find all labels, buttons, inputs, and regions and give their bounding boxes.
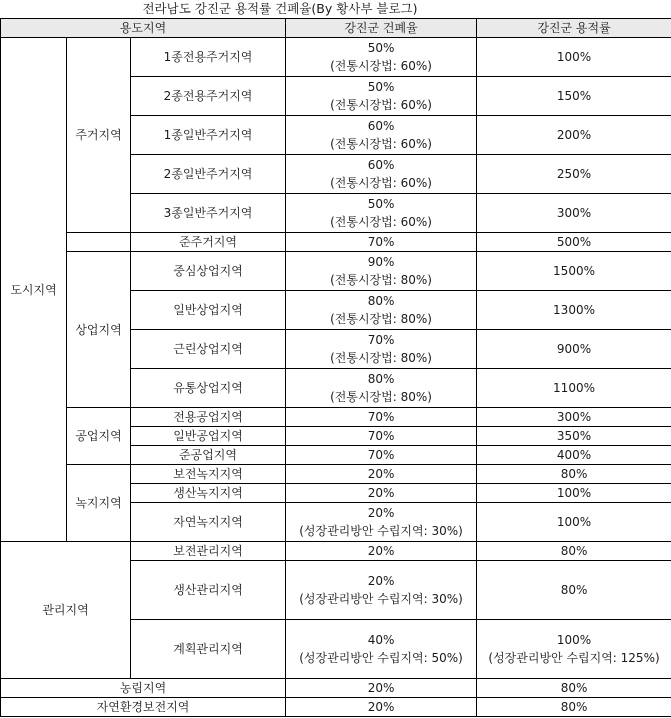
table-row [1, 679, 671, 698]
zone-name: 생산녹지지역 [131, 484, 286, 503]
zone-name: 생산관리지역 [131, 561, 286, 620]
far-cell: 80% [477, 679, 671, 698]
green-label: 녹지지역 [67, 465, 131, 542]
coverage-cell: 50% (전통시장법: 60%) [286, 194, 477, 233]
coverage-cell: 60% (전통시장법: 60%) [286, 116, 477, 155]
coverage-cell: 20% [286, 698, 477, 717]
zone-name: 근린상업지역 [131, 330, 286, 369]
far-cell: 400% [477, 446, 671, 465]
page-title: 전라남도 강진군 용적률 건폐율(By 황사부 블로그) [142, 1, 418, 16]
header-zone: 용도지역 [1, 19, 286, 38]
table-row [1, 542, 671, 561]
table-row [1, 233, 671, 252]
table-row [1, 698, 671, 717]
coverage-cell: 20% [286, 679, 477, 698]
zone-name: 2종전용주거지역 [131, 77, 286, 116]
far-cell: 80% [477, 465, 671, 484]
coverage-cell: 70% [286, 233, 477, 252]
zone-name: 중심상업지역 [131, 252, 286, 291]
table-header-row [1, 19, 671, 38]
zone-name: 유통상업지역 [131, 369, 286, 408]
zone-name: 일반공업지역 [131, 427, 286, 446]
coverage-cell: 60% (전통시장법: 60%) [286, 155, 477, 194]
header-far: 강진군 용적률 [477, 19, 671, 38]
zone-name: 농림지역 [1, 679, 286, 698]
commercial-label: 상업지역 [67, 252, 131, 408]
zone-name: 준주거지역 [131, 233, 286, 252]
zone-name: 3종일반주거지역 [131, 194, 286, 233]
zone-name: 1종일반주거지역 [131, 116, 286, 155]
coverage-cell: 20% [286, 484, 477, 503]
urban-area-label: 도시지역 [1, 38, 67, 542]
coverage-cell: 80% (전통시장법: 80%) [286, 369, 477, 408]
zone-name: 일반상업지역 [131, 291, 286, 330]
far-cell: 350% [477, 427, 671, 446]
coverage-cell: 70% [286, 446, 477, 465]
far-cell: 100% (성장관리방안 수립지역: 125%) [477, 620, 671, 679]
far-cell: 100% [477, 503, 671, 542]
header-coverage: 강진군 건폐율 [286, 19, 477, 38]
table-row [1, 252, 671, 291]
zone-name: 계획관리지역 [131, 620, 286, 679]
coverage-cell: 40% (성장관리방안 수립지역: 50%) [286, 620, 477, 679]
far-cell: 150% [477, 77, 671, 116]
coverage-cell: 20% (성장관리방안 수립지역: 30%) [286, 503, 477, 542]
coverage-cell: 20% (성장관리방안 수립지역: 30%) [286, 561, 477, 620]
zone-name: 2종일반주거지역 [131, 155, 286, 194]
zone-name: 1종전용주거지역 [131, 38, 286, 77]
zone-name: 보전관리지역 [131, 542, 286, 561]
coverage-cell: 20% [286, 542, 477, 561]
coverage-cell: 50% (전통시장법: 60%) [286, 77, 477, 116]
far-cell: 80% [477, 561, 671, 620]
coverage-cell: 80% (전통시장법: 80%) [286, 291, 477, 330]
coverage-cell: 70% [286, 427, 477, 446]
zone-name: 준공업지역 [131, 446, 286, 465]
zone-name: 전용공업지역 [131, 408, 286, 427]
zone-name: 자연녹지지역 [131, 503, 286, 542]
far-cell: 1500% [477, 252, 671, 291]
far-cell: 1100% [477, 369, 671, 408]
industrial-label: 공업지역 [67, 408, 131, 465]
zone-name: 자연환경보전지역 [1, 698, 286, 717]
far-cell: 100% [477, 38, 671, 77]
far-cell: 300% [477, 194, 671, 233]
coverage-cell: 70% [286, 408, 477, 427]
far-cell: 1300% [477, 291, 671, 330]
far-cell: 80% [477, 698, 671, 717]
table-row [1, 38, 671, 77]
coverage-cell: 20% [286, 465, 477, 484]
far-cell: 500% [477, 233, 671, 252]
far-cell: 300% [477, 408, 671, 427]
blank-cell [67, 233, 131, 252]
zone-name: 보전녹지지역 [131, 465, 286, 484]
far-cell: 900% [477, 330, 671, 369]
table-row [1, 408, 671, 427]
residential-label: 주거지역 [67, 38, 131, 233]
management-area-label: 관리지역 [1, 542, 131, 679]
far-cell: 100% [477, 484, 671, 503]
coverage-cell: 90% (전통시장법: 80%) [286, 252, 477, 291]
zoning-table [0, 18, 671, 717]
far-cell: 250% [477, 155, 671, 194]
table-row [1, 465, 671, 484]
coverage-cell: 50% (전통시장법: 60%) [286, 38, 477, 77]
coverage-cell: 70% (전통시장법: 80%) [286, 330, 477, 369]
far-cell: 200% [477, 116, 671, 155]
far-cell: 80% [477, 542, 671, 561]
